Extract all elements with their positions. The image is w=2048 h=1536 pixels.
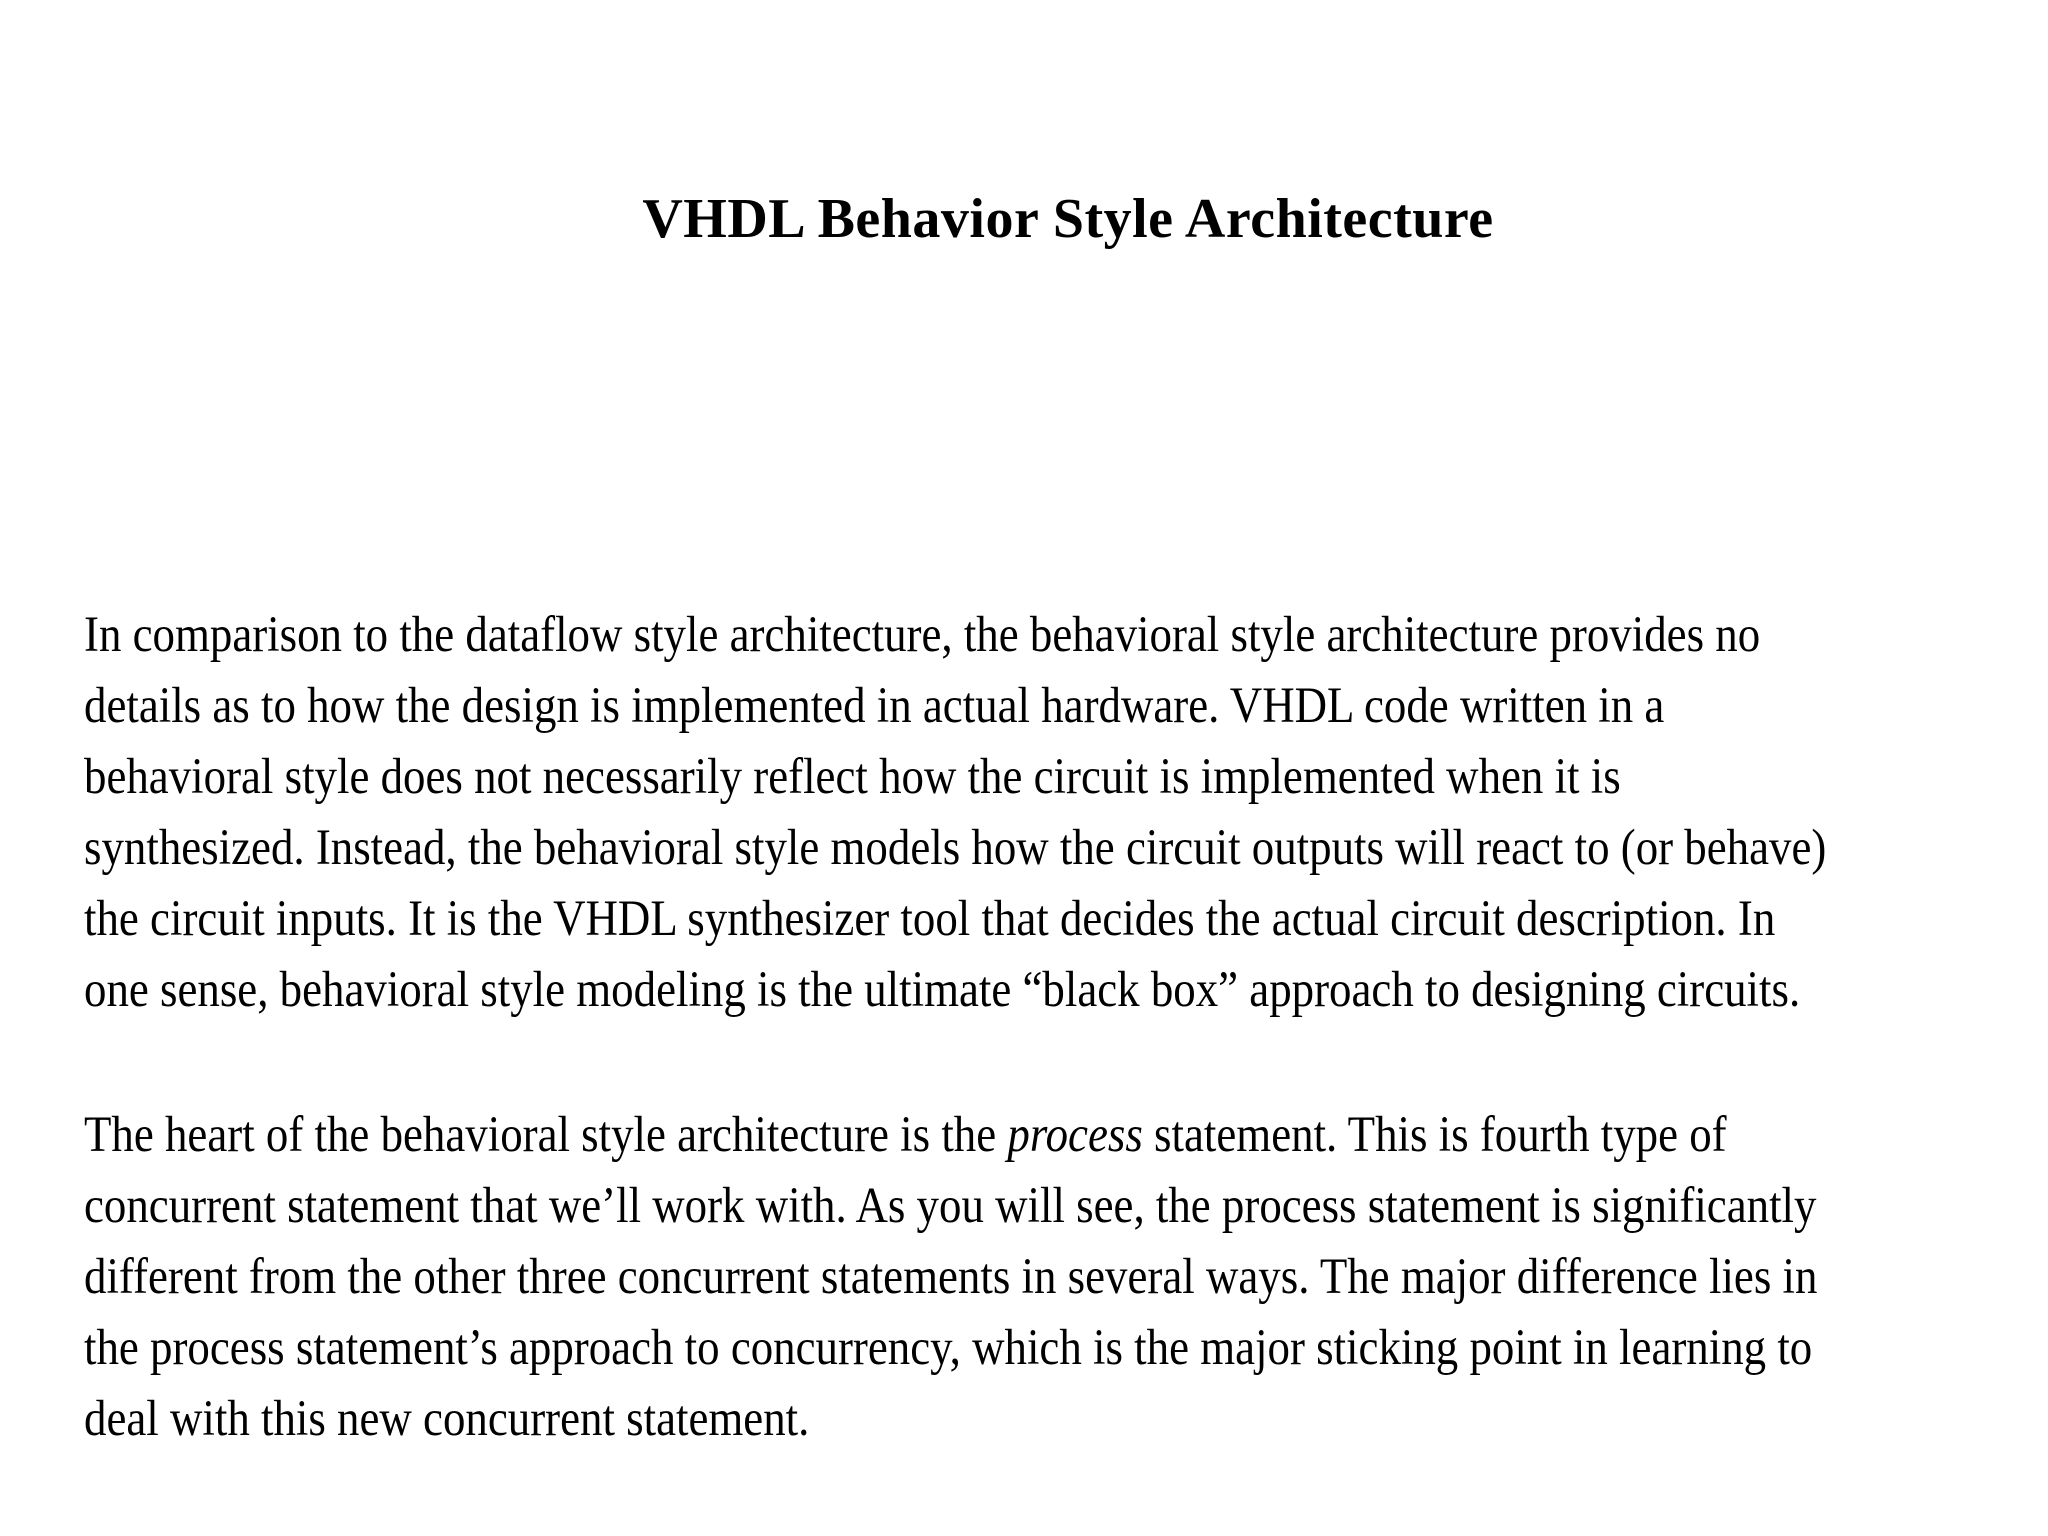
line-text: statement. This is fourth type of: [1142, 1107, 1727, 1163]
paragraph-line: details as to how the design is implemented in actual hardware. VHDL code written in a: [84, 678, 1665, 734]
paragraph-line: concurrent statement that we’ll work with. As you will see, the process statement is significantly: [84, 1178, 1817, 1234]
paragraph-line: deal with this new concurrent statement.: [84, 1391, 810, 1447]
paragraph-line: the circuit inputs. It is the VHDL synthesizer tool that decides the actual circuit description. In: [84, 891, 1776, 947]
paragraph-line: In comparison to the dataflow style architecture, the behavioral style architecture provides no: [84, 607, 1761, 663]
line-text: The heart of the behavioral style architecture is the: [84, 1107, 1008, 1163]
document-title: VHDL Behavior Style Architecture: [642, 188, 1494, 250]
paragraph-process: [84, 1100, 1818, 1455]
paragraph-line: [84, 1100, 1782, 1171]
paragraph-line: behavioral style does not necessarily reflect how the circuit is implemented when it is: [84, 749, 1621, 805]
paragraph-comparison: [84, 600, 1827, 1026]
paragraph-line: the process statement’s approach to concurrency, which is the major sticking point in learning to: [84, 1320, 1813, 1376]
paragraph-line: one sense, behavioral style modeling is the ultimate “black box” approach to designing circuits.: [84, 962, 1801, 1018]
process-emphasis: process: [1007, 1107, 1143, 1163]
paragraph-line: synthesized. Instead, the behavioral style models how the circuit outputs will react to (or behave): [84, 820, 1827, 876]
paragraph-line: different from the other three concurrent statements in several ways. The major difference lies in: [84, 1249, 1818, 1305]
